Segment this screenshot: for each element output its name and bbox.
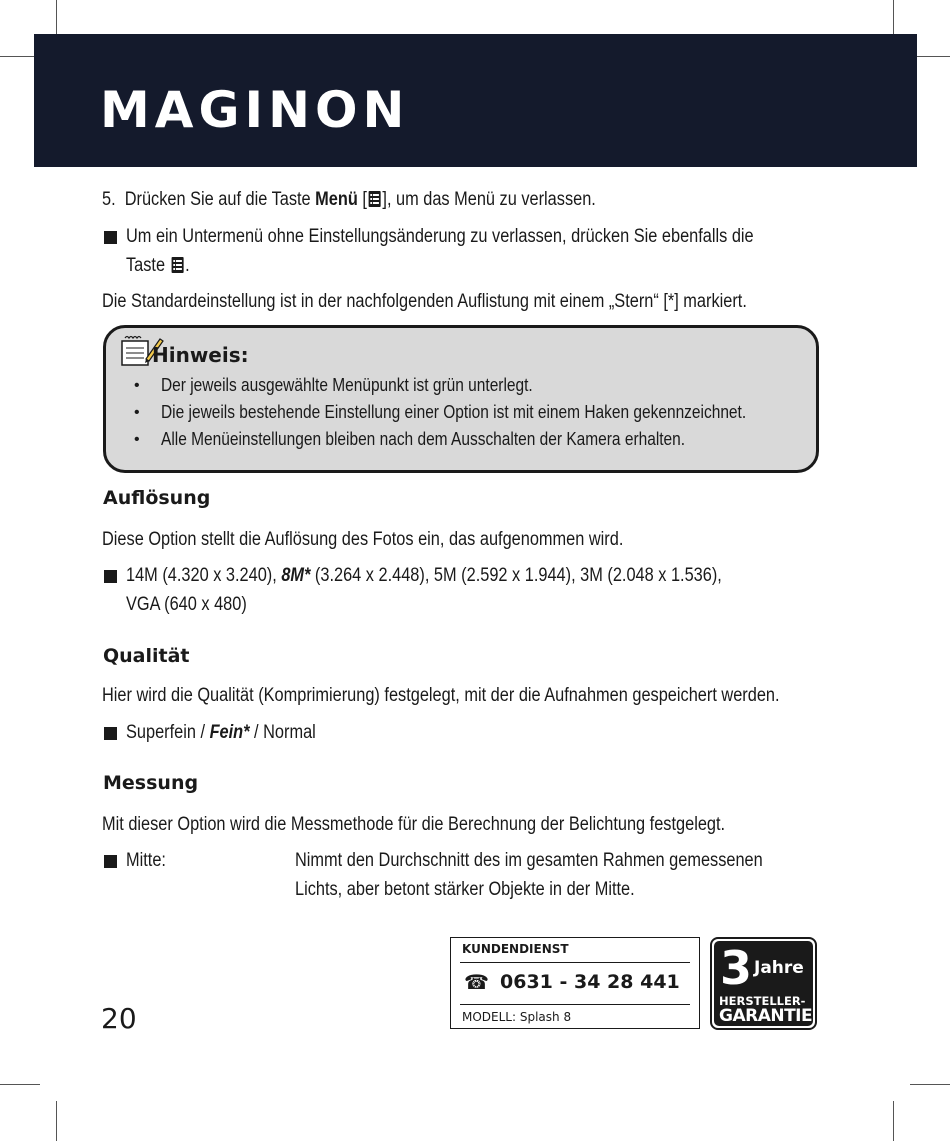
step-number: 5. — [102, 189, 116, 210]
option-text: 14M (4.320 x 3.240), — [126, 565, 282, 586]
step-bracket-open: [ — [357, 189, 367, 210]
line-end: . — [185, 255, 190, 276]
hinweis-title: Hinweis: — [152, 343, 249, 367]
brand-logo: MAGINON — [100, 81, 410, 139]
qualitaet-desc: Hier wird die Qualität (Komprimierung) festgelegt, mit der die Aufnahmen gespeichert werden. — [102, 685, 780, 706]
menu-icon — [369, 191, 381, 207]
warranty-garantie: GARANTIE — [719, 1006, 813, 1026]
model-label: MODELL: Splash 8 — [462, 1010, 572, 1024]
aufloesung-options-line2: VGA (640 x 480) — [126, 594, 247, 615]
menu-key-label: Menü — [315, 189, 358, 210]
menu-icon — [171, 257, 183, 273]
option-text: (3.264 x 2.448), 5M (2.592 x 1.944), 3M (2.048 x 1.536), — [310, 565, 722, 586]
intro-bullet-line1: Um ein Untermenü ohne Einstellungsänderung zu verlassen, drücken Sie ebenfalls die — [126, 226, 754, 247]
taste-label: Taste — [126, 255, 166, 276]
default-option: 8M* — [281, 565, 311, 586]
bullet-dot: • — [134, 377, 140, 394]
crop-mark — [0, 1084, 40, 1085]
messung-item-text-line1: Nimmt den Durchschnitt des im gesamten Rahmen gemessenen — [295, 850, 763, 871]
default-note: Die Standardeinstellung ist in der nachfolgenden Auflistung mit einem „Stern“ [*] markiert. — [102, 291, 747, 312]
step-text-pre: Drücken Sie auf die Taste — [124, 189, 316, 210]
section-heading-qualitaet: Qualität — [103, 645, 190, 667]
bullet-dot: • — [134, 404, 140, 421]
divider — [460, 962, 690, 963]
divider — [460, 1004, 690, 1005]
bullet-square — [104, 855, 117, 868]
page-number: 20 — [101, 1002, 137, 1035]
phone-icon: ☎ — [464, 972, 489, 994]
bullet-square — [104, 570, 117, 583]
intro-bullet-line2 — [126, 252, 190, 280]
warranty-years-label: Jahre — [754, 958, 804, 978]
bullet-square — [104, 727, 117, 740]
option-text: / Normal — [249, 722, 316, 743]
aufloesung-options — [126, 562, 722, 590]
hinweis-item: Alle Menüeinstellungen bleiben nach dem Ausschalten der Kamera erhalten. — [161, 429, 686, 449]
crop-mark — [910, 1084, 950, 1085]
warranty-hersteller: HERSTELLER- — [719, 994, 806, 1008]
kundendienst-label: KUNDENDIENST — [462, 942, 569, 956]
option-text: Superfein / — [126, 722, 210, 743]
bullet-square — [104, 231, 117, 244]
qualitaet-options — [126, 719, 316, 747]
step-text-post: ], um das Menü zu verlassen. — [382, 189, 596, 210]
default-option: Fein* — [209, 722, 250, 743]
crop-mark — [893, 1101, 894, 1141]
bullet-dot: • — [134, 431, 140, 448]
section-heading-aufloesung: Auflösung — [103, 487, 211, 509]
warranty-years-number: 3 — [720, 941, 753, 995]
step-5 — [102, 186, 596, 214]
hinweis-item: Der jeweils ausgewählte Menüpunkt ist grün unterlegt. — [161, 375, 533, 395]
section-heading-messung: Messung — [103, 772, 199, 794]
aufloesung-desc: Diese Option stellt die Auflösung des Fotos ein, das aufgenommen wird. — [102, 529, 624, 550]
messung-item-text-line2: Lichts, aber betont stärker Objekte in der Mitte. — [295, 879, 635, 900]
messung-item-label: Mitte: — [126, 850, 166, 871]
hotline-number: 0631 - 34 28 441 — [500, 971, 680, 993]
messung-desc: Mit dieser Option wird die Messmethode für die Berechnung der Belichtung festgelegt. — [102, 814, 726, 835]
crop-mark — [56, 1101, 57, 1141]
hinweis-item: Die jeweils bestehende Einstellung einer Option ist mit einem Haken gekennzeichnet. — [161, 402, 747, 422]
